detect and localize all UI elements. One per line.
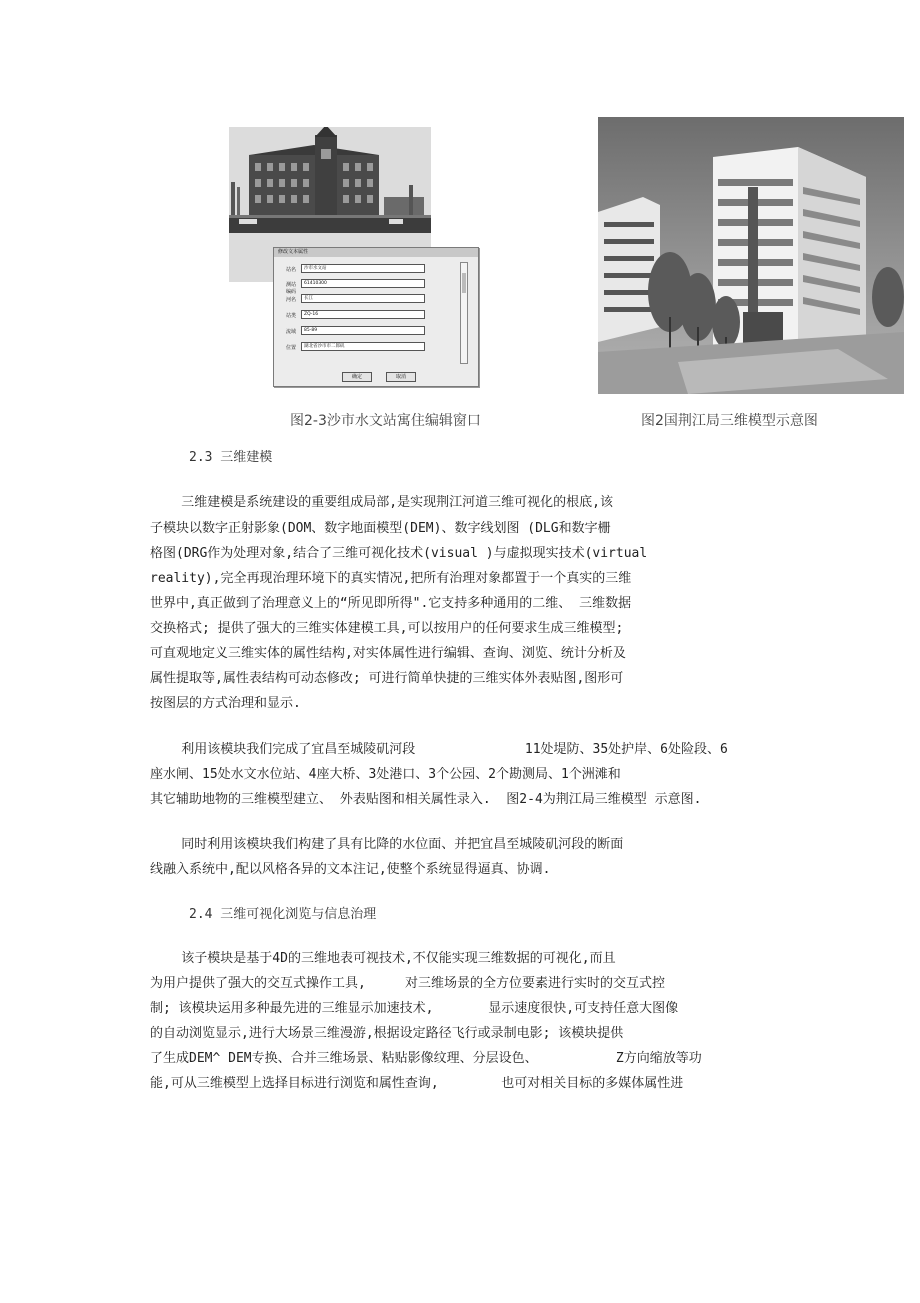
field-label: 站名 (286, 267, 297, 273)
field-label: 流域 (286, 329, 297, 335)
section-2-4-heading: 2.4 三维可视化浏览与信息治理 (189, 907, 377, 922)
field-label: 站类 (286, 313, 297, 319)
paragraph-line: 交换格式; 提供了强大的三维实体建模工具,可以按用户的任何要求生成三维模型; (150, 621, 624, 636)
jingjiang-bureau-3d-model-image (598, 117, 904, 394)
field-label: 河名 (286, 297, 297, 303)
dialog-field-row (286, 279, 416, 295)
paragraph-line: 该子模块是基于4D的三维地表可视技术,不仅能实现三维数据的可视化,而且 (150, 951, 616, 966)
field-label: 位置 (286, 345, 297, 351)
ok-button[interactable]: 确定 (342, 372, 372, 382)
dialog-title: 修改文本属性 (274, 248, 478, 257)
paragraph-line: 线融入系统中,配以风格各异的文本注记,使整个系统显得逼真、协调. (150, 862, 551, 877)
edit-attribute-dialog (273, 247, 479, 387)
field-input[interactable]: 61410300 (301, 279, 425, 288)
dialog-field-row (286, 294, 416, 304)
paragraph-line: 制; 该模块运用多种最先进的三维显示加速技术, 显示速度很快,可支持任意大图像 (150, 1001, 679, 1016)
paragraph-line: 能,可从三维模型上选择目标进行浏览和属性查询, 也可对相关目标的多媒体属性进 (150, 1076, 684, 1091)
section-2-3-heading: 2.3 三维建模 (189, 450, 273, 465)
dialog-field-row (286, 310, 416, 320)
figure1-caption: 图2-3沙市水文站寓住编辑窗口 (290, 413, 481, 429)
paragraph-line: 其它辅助地物的三维模型建立、 外表贴图和相关属性录入. 图2-4为荆江局三维模型 示意图. (150, 792, 702, 807)
paragraph-line: 利用该模块我们完成了宜昌至城陵矶河段 11处堤防、35处护岸、6处险段、6 (150, 742, 728, 757)
paragraph-line: 座水闸、15处水文水位站、4座大桥、3处港口、3个公园、2个勘测局、1个洲滩和 (150, 767, 621, 782)
dialog-field-row (286, 342, 416, 352)
hydrology-station-model-image (229, 127, 431, 237)
field-input[interactable]: 湖北省沙市市二郎矶 (301, 342, 425, 351)
scrollbar-thumb[interactable] (462, 273, 466, 293)
figure2-caption: 图2国荆江局三维模型示意图 (641, 413, 818, 429)
paragraph-line: 按图层的方式治理和显示. (150, 696, 301, 711)
paragraph-line: 了生成DEM^ DEM专换、合并三维场景、粘贴影像纹理、分层设色、 Z方向缩放等功 (150, 1051, 702, 1066)
paragraph-line: 格图(DRG作为处理对象,结合了三维可视化技术(visual )与虚拟现实技术(virtual (150, 546, 648, 561)
dialog-scrollbar[interactable] (460, 262, 468, 364)
dialog-field-row (286, 326, 416, 336)
field-input[interactable]: 长江 (301, 294, 425, 303)
dialog-field-row (286, 264, 416, 274)
paragraph-line: 世界中,真正做到了治理意义上的“所见即所得".它支持多种通用的二维、 三维数据 (150, 596, 632, 611)
cancel-button[interactable]: 取消 (386, 372, 416, 382)
paragraph-line: reality),完全再现治理环境下的真实情况,把所有治理对象都置于一个真实的三维 (150, 571, 632, 586)
field-input[interactable]: 85-89 (301, 326, 425, 335)
field-input[interactable]: ZQ-16 (301, 310, 425, 319)
paragraph-line: 可直观地定义三维实体的属性结构,对实体属性进行编辑、查询、浏览、统计分析及 (150, 646, 626, 661)
paragraph-line: 为用户提供了强大的交互式操作工具, 对三维场景的全方位要素进行实时的交互式控 (150, 976, 665, 991)
paragraph-line: 三维建模是系统建设的重要组成局部,是实现荆江河道三维可视化的根底,该 (150, 495, 613, 510)
field-label: 测站编码 (286, 282, 297, 295)
paragraph-line: 子模块以数字正射影象(DOM、数字地面模型(DEM)、数字线划图 (DLG和数字栅 (150, 521, 611, 536)
field-input[interactable]: 沙市水文站 (301, 264, 425, 273)
paragraph-line: 属性提取等,属性表结构可动态修改; 可进行简单快捷的三维实体外表贴图,图形可 (150, 671, 624, 686)
paragraph-line: 的自动浏览显示,进行大场景三维漫游,根据设定路径飞行或录制电影; 该模块提供 (150, 1026, 624, 1041)
paragraph-line: 同时利用该模块我们构建了具有比降的水位面、并把宜昌至城陵矶河段的断面 (150, 837, 624, 852)
